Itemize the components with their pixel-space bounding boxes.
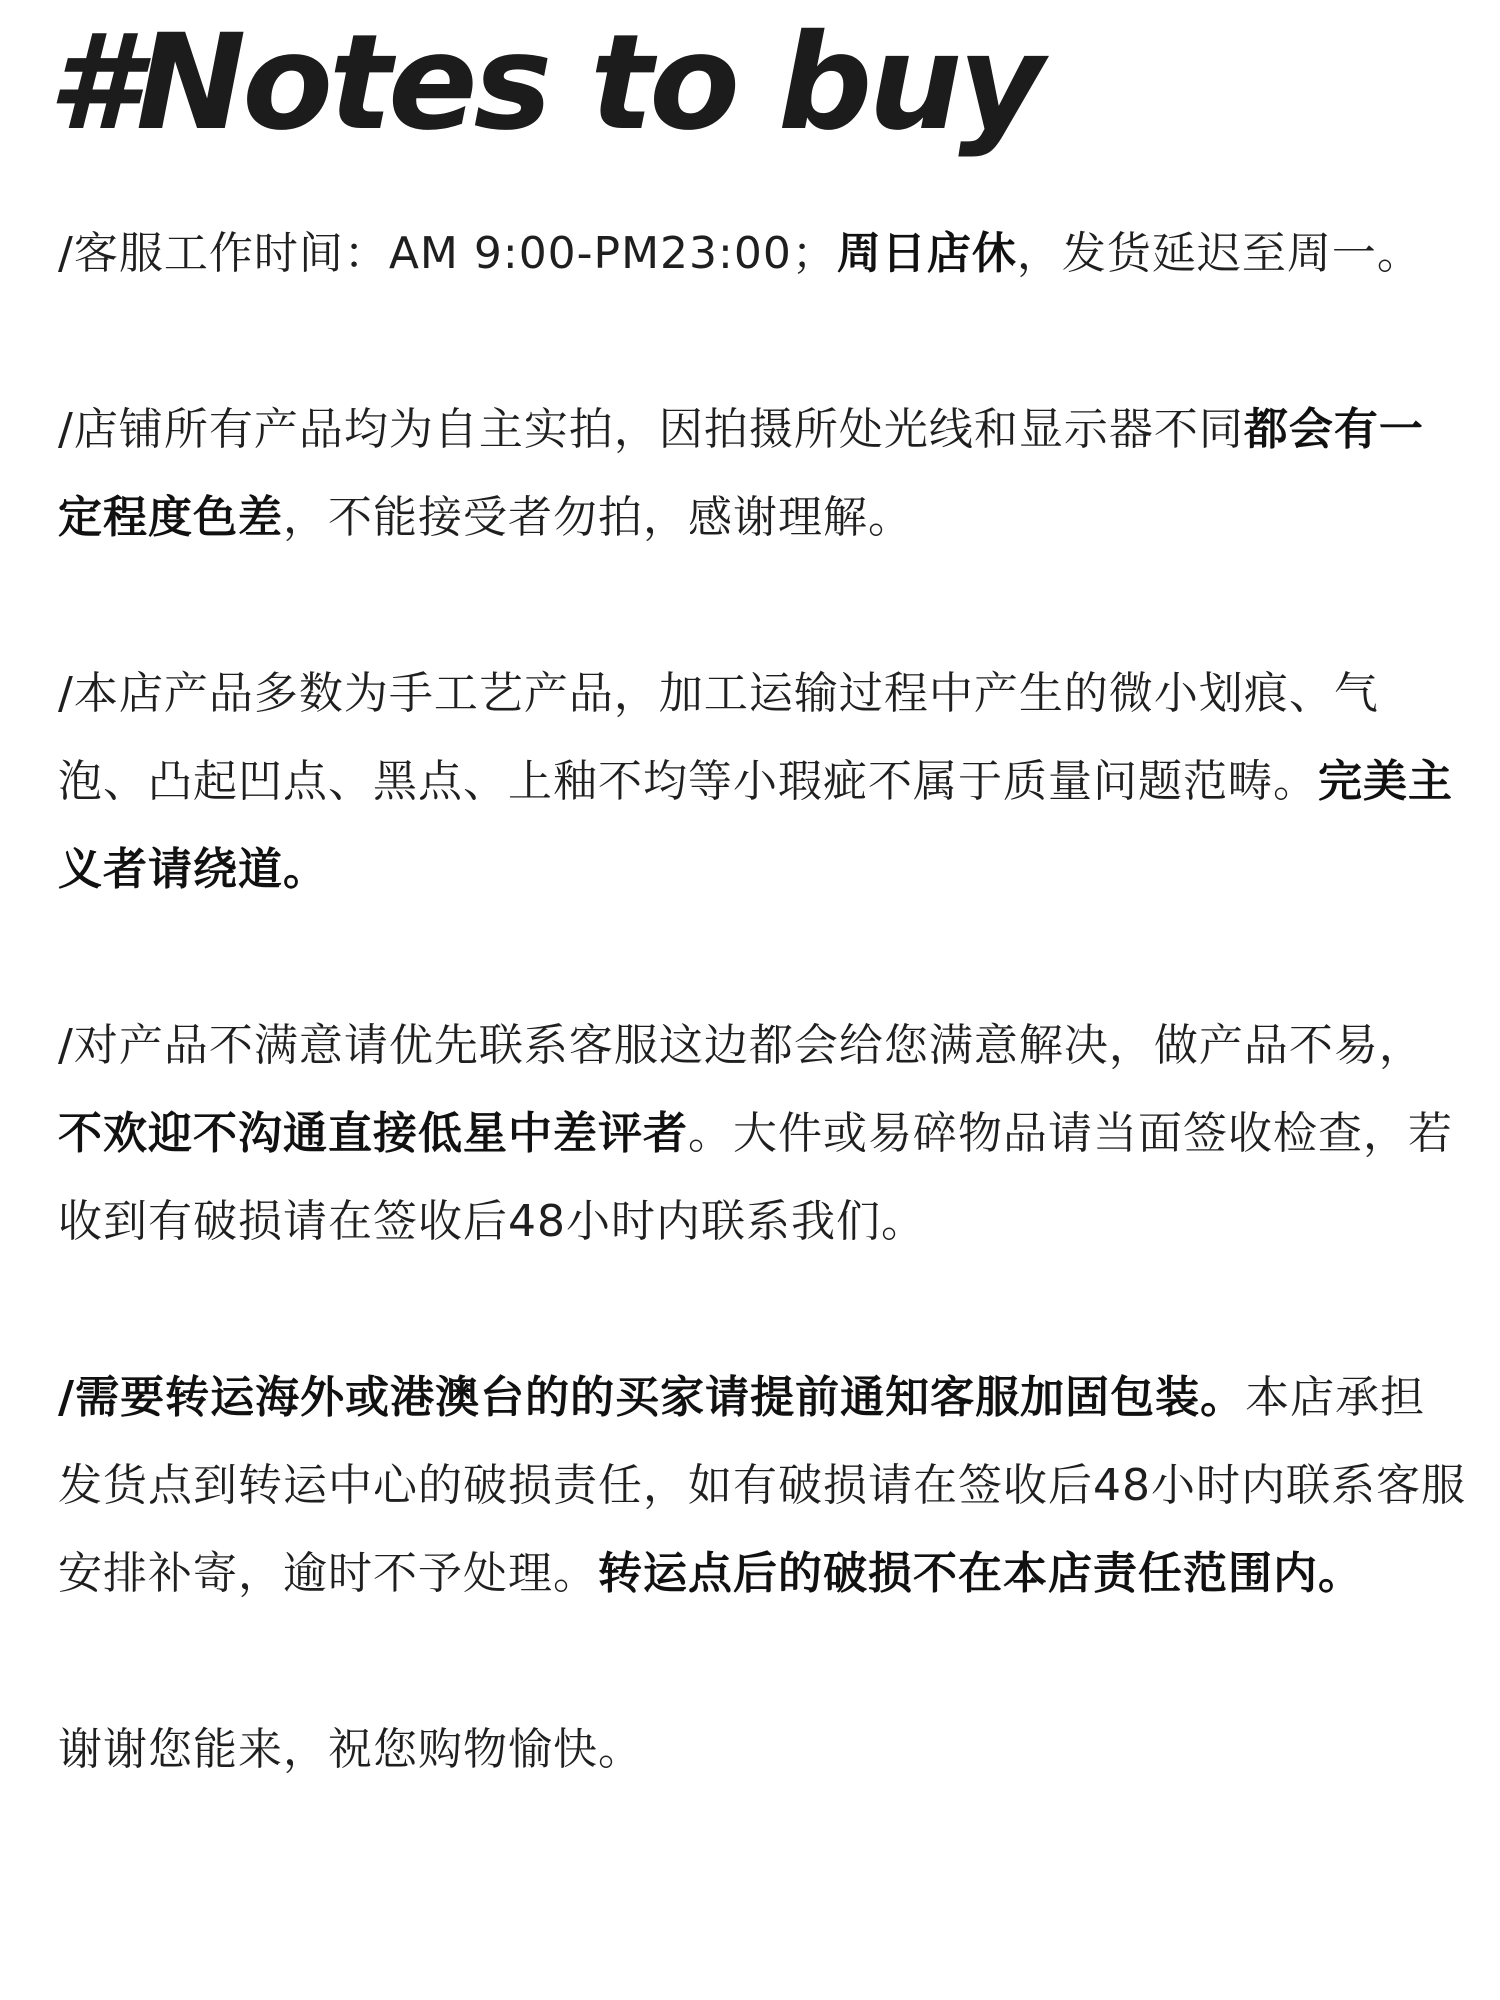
note-text-bold: 不欢迎不沟通直接低星中差评者 xyxy=(58,1108,688,1159)
note-text-bold: /需要转运海外或港澳台的的买家请提前通知客服加固包装。 xyxy=(58,1372,1246,1423)
notes-content xyxy=(58,210,1468,1794)
closing-message: 谢谢您能来，祝您购物愉快。 xyxy=(58,1724,643,1775)
note-text-bold: 转运点后的破损不在本店责任范围内。 xyxy=(598,1548,1363,1599)
note-text-bold: 都会有一定程度色差 xyxy=(58,404,1424,543)
note-paragraph-color-difference xyxy=(58,386,1468,562)
note-text: /本店产品多数为手工艺产品，加工运输过程中产生的微小划痕、气泡、凸起凹点、黑点、上釉不均等小瑕疵不属于质量问题范畴。 xyxy=(58,668,1379,807)
note-paragraph-after-sales xyxy=(58,1002,1468,1266)
note-paragraph-hours xyxy=(58,210,1468,298)
page-title: #Notes to buy xyxy=(48,6,1041,160)
note-paragraph-forwarding xyxy=(58,1354,1468,1618)
note-text-bold: 周日店休 xyxy=(836,228,1017,279)
note-text-bold: 完美主义者请绕道。 xyxy=(58,756,1453,895)
note-text: ，不能接受者勿拍，感谢理解。 xyxy=(283,492,913,543)
note-text: /对产品不满意请优先联系客服这边都会给您满意解决，做产品不易， xyxy=(58,1020,1424,1071)
note-paragraph-handmade-flaws xyxy=(58,650,1468,914)
note-text: ，发货延迟至周一。 xyxy=(1016,228,1422,279)
note-text: 。大件或易碎物品请当面签收检查，若收到有破损请在签收后48小时内联系我们。 xyxy=(58,1108,1453,1247)
note-text: /店铺所有产品均为自主实拍，因拍摄所处光线和显示器不同 xyxy=(58,404,1244,455)
note-text: /客服工作时间：AM 9:00-PM23:00； xyxy=(58,228,837,279)
note-text: 本店承担发货点到转运中心的破损责任，如有破损请在签收后48小时内联系客服安排补寄，逾时不予处理。 xyxy=(58,1372,1466,1599)
